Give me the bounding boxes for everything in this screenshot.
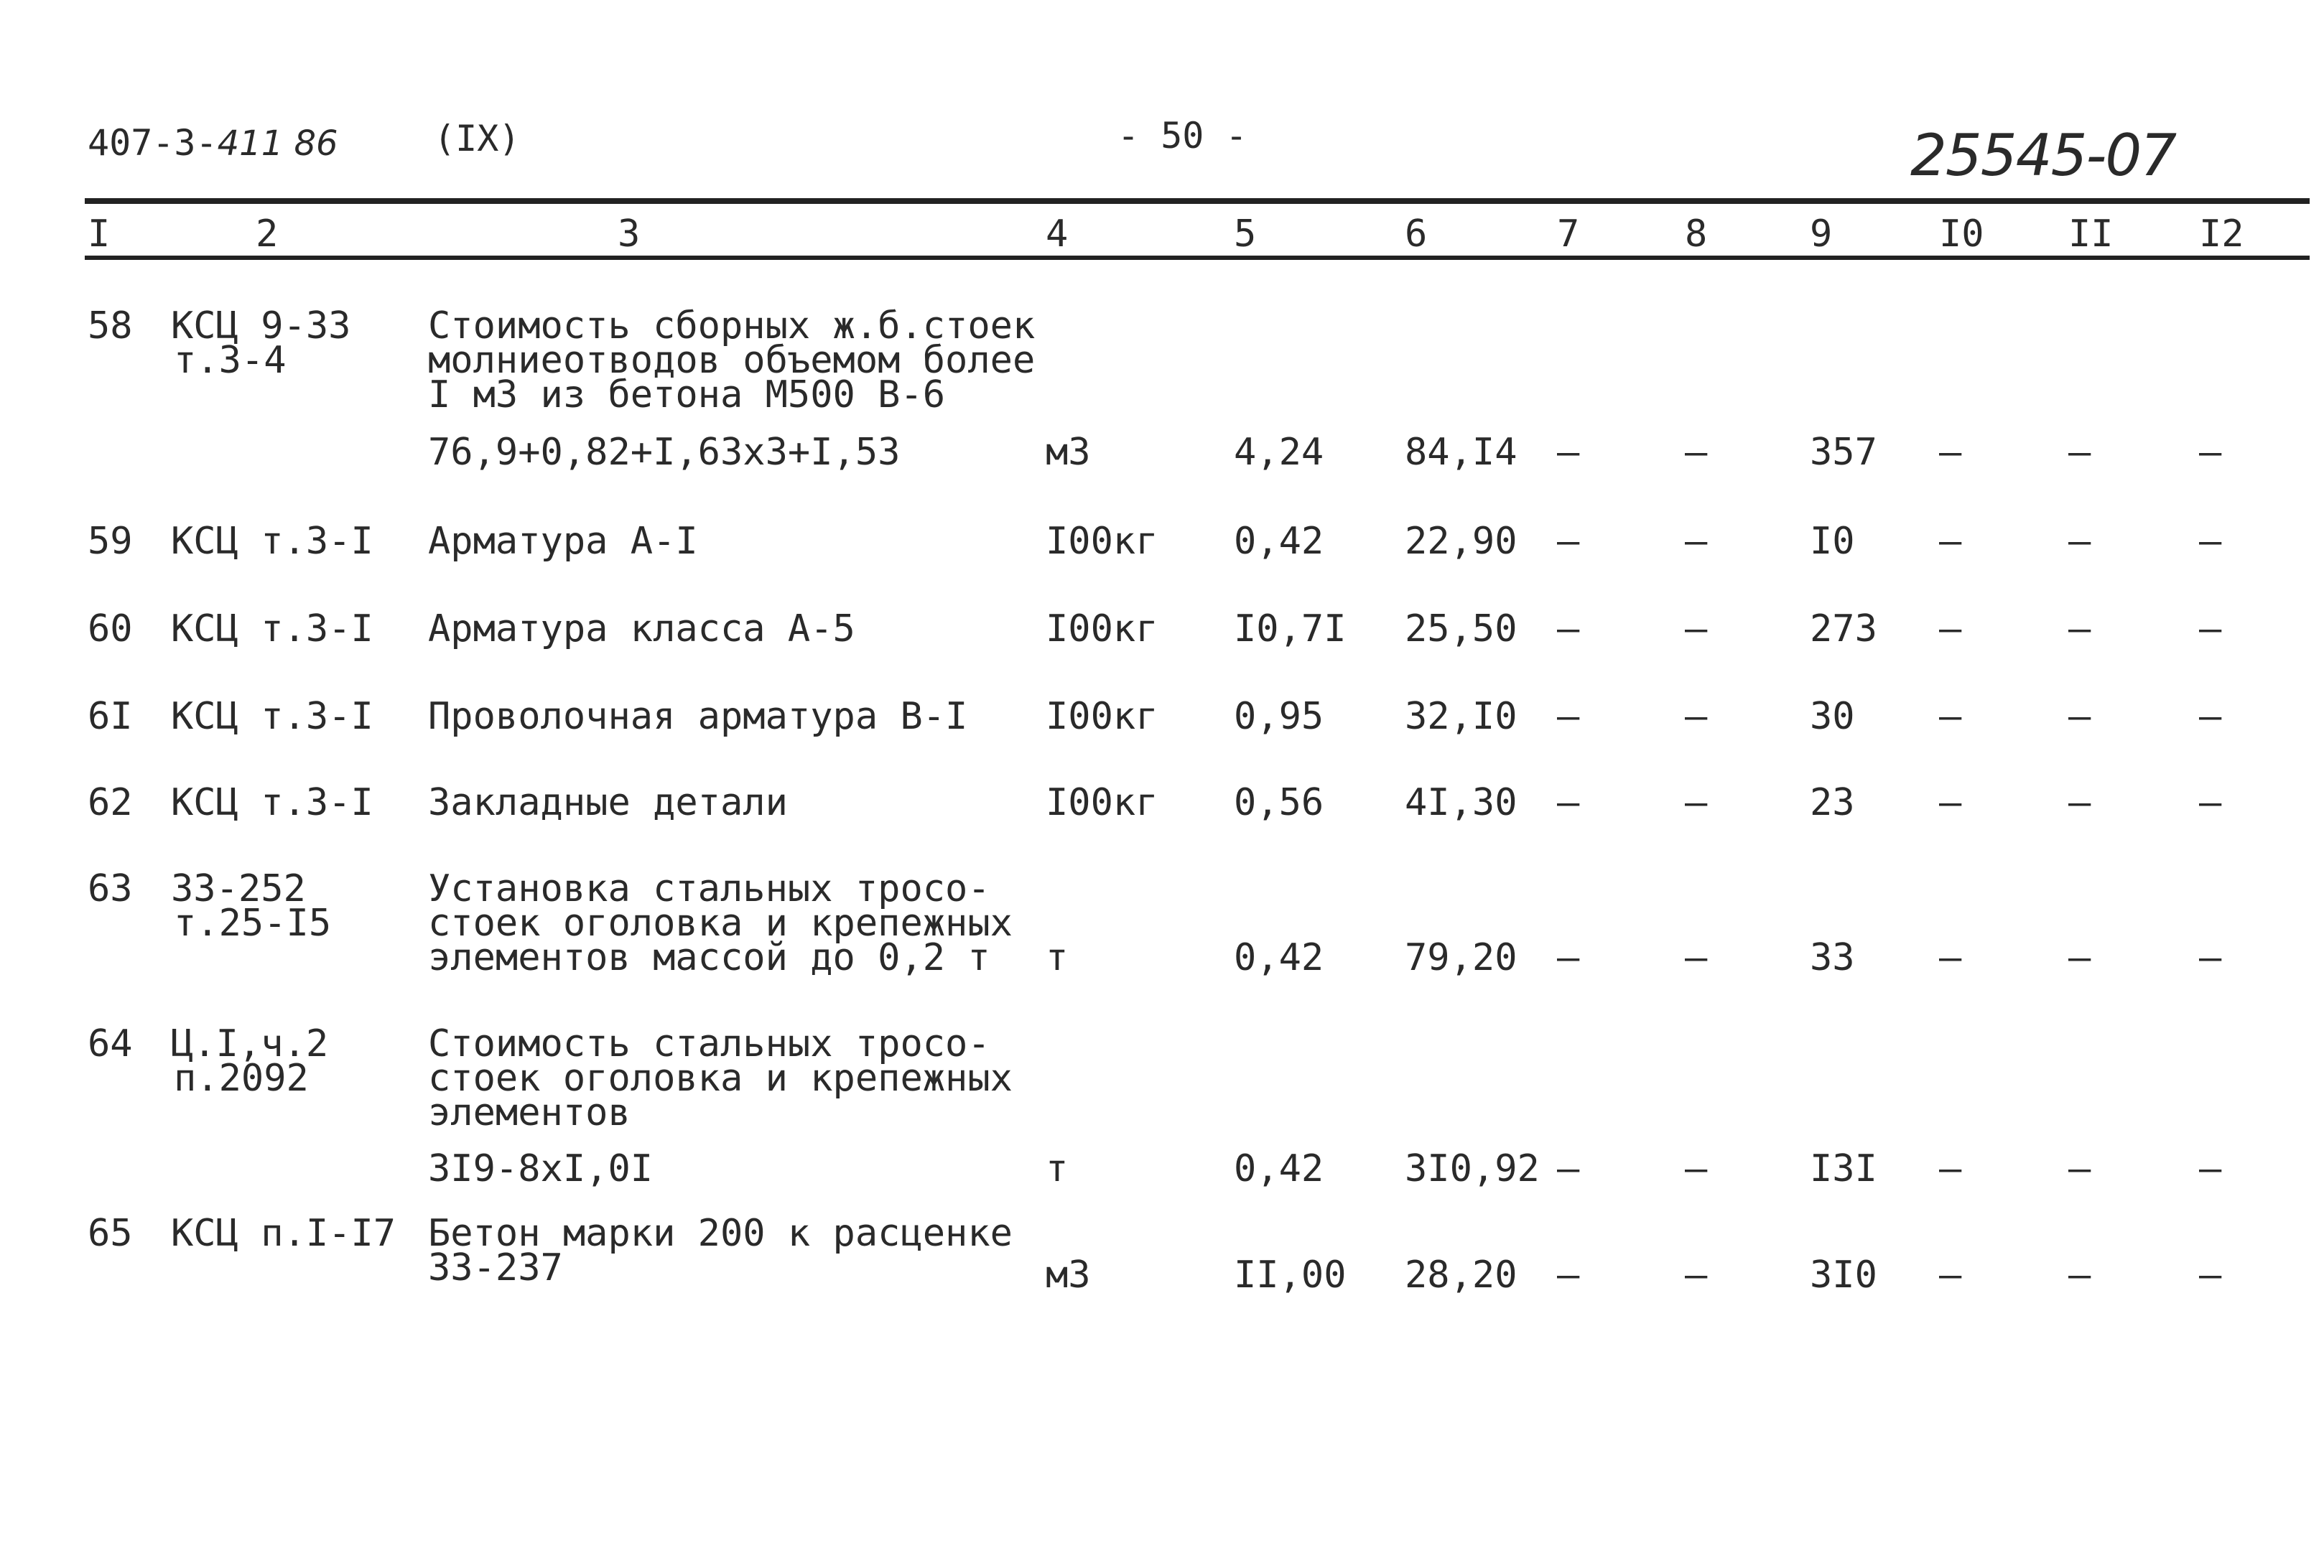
row-description: Стоимость сборных ж.б.стоек — [428, 304, 1036, 347]
row-unit: I00кг — [1046, 520, 1158, 563]
row-quantity: II,00 — [1234, 1254, 1347, 1297]
row-unit: I00кг — [1046, 781, 1158, 824]
row-col-10: – — [1939, 607, 1962, 650]
row-number: 62 — [88, 781, 133, 824]
column-header-12: I2 — [2199, 213, 2244, 256]
row-col-11: – — [2068, 520, 2091, 563]
row-col-9: 3I0 — [1810, 1254, 1877, 1297]
row-formula: 76,9+0,82+I,63х3+I,53 — [428, 431, 901, 474]
row-col-11: – — [2068, 936, 2091, 979]
document-part: (IX) — [434, 118, 521, 159]
row-unit-price: 3I0,92 — [1405, 1147, 1540, 1190]
row-unit-price: 79,20 — [1405, 936, 1517, 979]
row-number: 58 — [88, 304, 133, 347]
row-description: стоек оголовка и крепежных — [428, 902, 1013, 945]
row-col-8: – — [1685, 1147, 1708, 1190]
row-col-7: – — [1557, 607, 1580, 650]
row-unit-price: 22,90 — [1405, 520, 1517, 563]
row-unit-price: 84,I4 — [1405, 431, 1517, 474]
row-description: Проволочная арматура В-I — [428, 695, 968, 738]
column-header-11: II — [2068, 213, 2114, 256]
row-col-8: – — [1685, 936, 1708, 979]
row-quantity: 0,95 — [1234, 695, 1324, 738]
row-description: Закладные детали — [428, 781, 788, 824]
document-code-handwritten: 411 86 — [217, 123, 338, 164]
column-header-6: 6 — [1405, 213, 1428, 256]
row-col-8: – — [1685, 695, 1708, 738]
row-col-11: – — [2068, 695, 2091, 738]
row-number: 64 — [88, 1022, 133, 1065]
row-col-8: – — [1685, 607, 1708, 650]
row-col-7: – — [1557, 936, 1580, 979]
row-unit-price: 32,I0 — [1405, 695, 1517, 738]
row-col-12: – — [2199, 607, 2222, 650]
row-col-12: – — [2199, 520, 2222, 563]
column-header-2: 2 — [256, 213, 279, 256]
document-code — [88, 122, 338, 164]
row-description: молниеотводов объемом более — [428, 339, 1036, 382]
row-col-10: – — [1939, 1147, 1962, 1190]
row-col-11: – — [2068, 781, 2091, 824]
header-rule — [85, 256, 2310, 260]
row-col-8: – — [1685, 431, 1708, 474]
document-number: 25545-07 — [1910, 122, 2176, 189]
row-number: 65 — [88, 1212, 133, 1255]
row-code: КСЦ т.3-I — [171, 607, 373, 650]
row-description: Установка стальных тросо- — [428, 867, 990, 910]
row-code: КСЦ п.I-I7 — [171, 1212, 396, 1255]
row-col-7: – — [1557, 781, 1580, 824]
column-header-5: 5 — [1234, 213, 1257, 256]
row-col-8: – — [1685, 781, 1708, 824]
row-col-7: – — [1557, 520, 1580, 563]
row-description: Бетон марки 200 к расценке — [428, 1212, 1013, 1255]
row-unit: м3 — [1046, 431, 1091, 474]
row-description: 33-237 — [428, 1246, 563, 1289]
row-quantity: 0,42 — [1234, 520, 1324, 563]
row-description: I м3 из бетона М500 В-6 — [428, 373, 946, 416]
row-col-10: – — [1939, 1254, 1962, 1297]
column-header-1: I — [88, 213, 111, 256]
row-col-7: – — [1557, 695, 1580, 738]
row-col-9: 23 — [1810, 781, 1855, 824]
row-col-12: – — [2199, 1254, 2222, 1297]
row-code: Ц.I,ч.2 — [171, 1022, 329, 1065]
row-unit: м3 — [1046, 1254, 1091, 1297]
row-col-10: – — [1939, 781, 1962, 824]
row-col-8: – — [1685, 1254, 1708, 1297]
row-col-8: – — [1685, 520, 1708, 563]
row-number: 63 — [88, 867, 133, 910]
row-col-9: I0 — [1810, 520, 1855, 563]
top-rule — [85, 198, 2310, 204]
column-header-4: 4 — [1046, 213, 1069, 256]
row-unit: т — [1046, 936, 1069, 979]
document-code-printed: 407-3- — [88, 122, 218, 164]
column-header-3: 3 — [618, 213, 641, 256]
row-col-10: – — [1939, 520, 1962, 563]
column-header-7: 7 — [1557, 213, 1580, 256]
row-quantity: 4,24 — [1234, 431, 1324, 474]
row-code: 33-252 — [171, 867, 306, 910]
row-description: стоек оголовка и крепежных — [428, 1057, 1013, 1100]
row-col-9: 357 — [1810, 431, 1877, 474]
row-number: 59 — [88, 520, 133, 563]
row-col-12: – — [2199, 431, 2222, 474]
row-unit-price: 4I,30 — [1405, 781, 1517, 824]
row-description: элементов — [428, 1091, 631, 1134]
row-col-9: 33 — [1810, 936, 1855, 979]
row-col-11: – — [2068, 1254, 2091, 1297]
row-col-9: 30 — [1810, 695, 1855, 738]
row-code: КСЦ т.3-I — [171, 695, 373, 738]
row-unit: I00кг — [1046, 607, 1158, 650]
row-col-10: – — [1939, 695, 1962, 738]
row-col-12: – — [2199, 936, 2222, 979]
row-col-11: – — [2068, 431, 2091, 474]
row-col-11: – — [2068, 607, 2091, 650]
row-quantity: 0,42 — [1234, 1147, 1324, 1190]
row-col-12: – — [2199, 695, 2222, 738]
row-code: т.3-4 — [174, 339, 287, 382]
row-col-7: – — [1557, 431, 1580, 474]
row-unit-price: 28,20 — [1405, 1254, 1517, 1297]
row-col-12: – — [2199, 1147, 2222, 1190]
row-number: 6I — [88, 695, 133, 738]
row-code: т.25-I5 — [174, 902, 332, 945]
row-number: 60 — [88, 607, 133, 650]
row-quantity: I0,7I — [1234, 607, 1347, 650]
row-description: Арматура А-I — [428, 520, 698, 563]
row-col-12: – — [2199, 781, 2222, 824]
row-col-10: – — [1939, 936, 1962, 979]
row-description: элементов массой до 0,2 т — [428, 936, 990, 979]
column-header-9: 9 — [1810, 213, 1833, 256]
row-code: КСЦ т.3-I — [171, 520, 373, 563]
row-formula: 3I9-8хI,0I — [428, 1147, 654, 1190]
row-code: п.2092 — [174, 1057, 309, 1100]
row-unit: I00кг — [1046, 695, 1158, 738]
row-col-11: – — [2068, 1147, 2091, 1190]
row-description: Стоимость стальных тросо- — [428, 1022, 990, 1065]
row-col-9: I3I — [1810, 1147, 1877, 1190]
row-code: КСЦ т.3-I — [171, 781, 373, 824]
page-number: - 50 - — [1117, 115, 1247, 157]
row-col-9: 273 — [1810, 607, 1877, 650]
column-header-10: I0 — [1939, 213, 1984, 256]
row-col-10: – — [1939, 431, 1962, 474]
row-col-7: – — [1557, 1254, 1580, 1297]
column-header-8: 8 — [1685, 213, 1708, 256]
row-description: Арматура класса А-5 — [428, 607, 855, 650]
row-unit: т — [1046, 1147, 1069, 1190]
row-quantity: 0,42 — [1234, 936, 1324, 979]
row-code: КСЦ 9-33 — [171, 304, 351, 347]
row-col-7: – — [1557, 1147, 1580, 1190]
row-quantity: 0,56 — [1234, 781, 1324, 824]
row-unit-price: 25,50 — [1405, 607, 1517, 650]
